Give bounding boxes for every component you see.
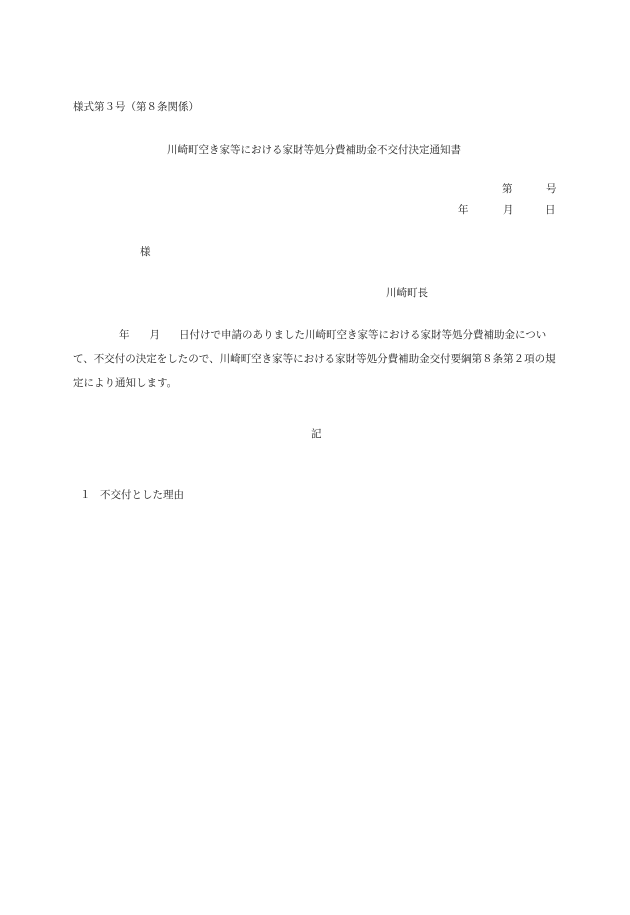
body-month: 月 (149, 329, 160, 341)
body-year: 年 (119, 329, 130, 341)
ki-heading: 記 (311, 428, 322, 440)
document-title: 川崎町空き家等における家財等処分費補助金不交付決定通知書 (167, 144, 461, 156)
issue-date (458, 204, 556, 217)
issue-date-year: 年 (458, 204, 469, 216)
document-number-prefix: 第 (502, 183, 513, 195)
form-number: 様式第３号（第８条関係） (73, 101, 199, 113)
list-item (80, 489, 184, 502)
body-paragraph (73, 323, 563, 395)
issue-date-day: 日 (545, 204, 556, 216)
document-number (502, 183, 557, 196)
document-number-suffix: 号 (546, 183, 557, 195)
item-number: １ (80, 489, 91, 501)
issue-date-month: 月 (503, 204, 514, 216)
body-text: 日付けで申請のありました川崎町空き家等における家財等処分費補助金について、不交付の決定をしたので、川崎町空き家等における家財等処分費補助金交付要綱第８条第２項の規定により通知します。 (73, 329, 556, 389)
item-label: 不交付とした理由 (100, 489, 184, 501)
issuer-name: 川崎町長 (386, 287, 428, 299)
addressee-honorific: 様 (140, 246, 151, 258)
